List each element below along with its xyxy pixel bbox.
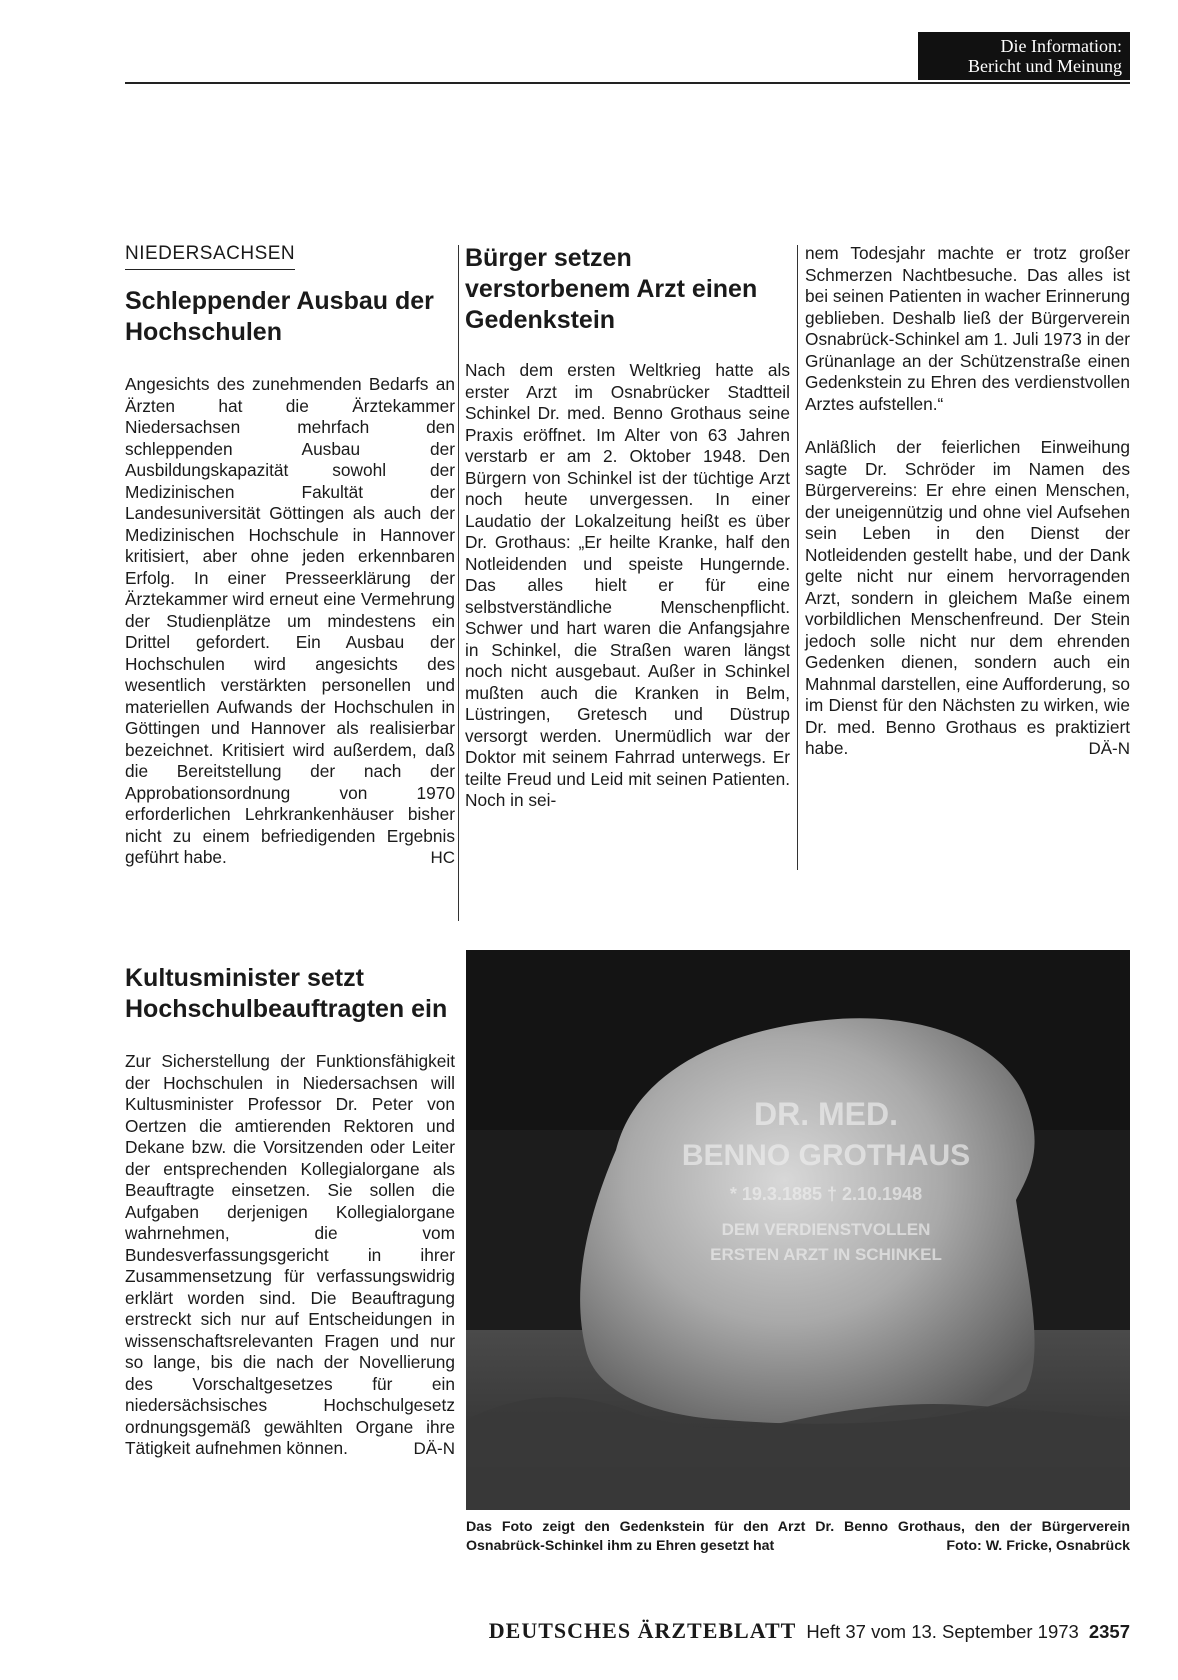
column-divider <box>458 245 459 921</box>
article-headline: Bürger setzen verstorbenem Arzt einen Gedenkstein <box>465 244 758 334</box>
section-badge-line2: Bericht und Meinung <box>968 56 1122 76</box>
masthead: DEUTSCHES ÄRZTEBLATT <box>488 1618 797 1643</box>
caption-text: Das Foto zeigt den Gedenkstein für den Arzt Dr. Benno Grothaus, den der Bürgerverein Osnabrück-Schinkel ihm zu Ehren gesetzt hat <box>466 1519 1130 1554</box>
article-body: Zur Sicherstellung der Funktionsfähigkeit der Hochschulen in Niedersachsen will Kultusminister Professor Dr. Peter von Oertzen die amtierenden Rektoren und Dekane bzw. die Vorsitzenden oder Leiter der entsprechenden Kollegialorgane als Beauftragte einsetzen. Sie sollen die Aufgaben derjenigen Kollegialorgane wahrnehmen, die vom Bundesverfassungsgericht in ihrer Zusammensetzung für verfassungswidrig erklärt worden sind. Die Beauftragung erstreckt sich nur auf Entscheidungen in wissenschaftsrelevanten Fragen und nur so lange, bis die nach der Novellierung des Vorschaltgesetzes für ein niedersächsisches Hochschulgesetz ordnungsgemäß gewählten Organe ihre Tätigkeit aufnehmen können. <box>125 1051 455 1458</box>
article-gedenkstein <box>465 243 790 812</box>
article-body: Nach dem ersten Weltkrieg hatte als erster Arzt im Osnabrücker Stadtteil Schinkel Dr. med. Benno Grothaus seine Praxis eröffnet. Im Alter von 63 Jahren verstarb er am 2. Oktober 1948. Den Bürgern von Schinkel ist der tüchtige Arzt noch heute unvergessen. In einer Laudatio der Lokalzeitung heißt es über Dr. Grothaus: „Er heilte Kranke, half den Notleidenden und speiste Hungernde. Das alles hielt er für eine selbstverständliche Menschenpflicht. Schwer und hart waren die Anfangsjahre in Schinkel, die Straßen waren längst noch nicht ausgebaut. Außer in Schinkel mußten auch die Kranken in Belm, Lüstringen, Gretesch und Düstrup versorgt werden. Unermüdlich war der Doktor mit seinem Fahrrad unterwegs. Er teilte Freud und Leid mit seinen Patienten. Noch in sei- <box>465 360 790 810</box>
article-hochschulen <box>125 243 455 868</box>
section-badge <box>918 32 1130 80</box>
stone-inscription: ERSTEN ARZT IN SCHINKEL <box>710 1245 942 1264</box>
region-kicker: NIEDERSACHSEN <box>125 243 295 270</box>
photo-credit: Foto: W. Fricke, Osnabrück <box>946 1538 1130 1554</box>
page-number: 2357 <box>1088 1621 1130 1642</box>
page-footer <box>448 1618 1130 1648</box>
stone-inscription: * 19.3.1885 † 2.10.1948 <box>729 1184 923 1204</box>
article-gedenkstein-continued <box>805 243 1130 759</box>
photo-caption <box>466 1518 1130 1556</box>
stone-inscription: DR. MED. <box>754 1096 898 1132</box>
article-kultusminister <box>125 963 455 1459</box>
article-body: Angesichts des zunehmenden Bedarfs an Ärzten hat die Ärztekammer Niedersachsen mehrfach den schleppenden Ausbau der Ausbildungskapazität sowohl der Medizinischen Fakultät der Landesuniversität Göttingen als auch der Medizinischen Hochschule in Hannover kritisiert, aber ohne jeden erkennbaren Erfolg. In einer Presseerklärung der Ärztekammer wird erneut eine Vermehrung der Studienplätze um mindestens ein Drittel gefordert. Ein Ausbau der Hochschulen wird angesichts des wesentlich verstärkten personellen und materiellen Aufwands der Hochschulen in Göttingen und Hannover als realisierbar bezeichnet. Kritisiert wird außerdem, daß die Bereitstellung der nach der Approbationsordnung von 1970 erforderlichen Lehrkrankenhäuser bisher nicht zu einem befriedigenden Ergebnis geführt habe. <box>125 374 455 867</box>
article-headline: Schleppender Ausbau der Hochschulen <box>125 287 434 346</box>
memorial-stone-illustration <box>466 950 1130 1510</box>
stone-inscription: DEM VERDIENSTVOLLEN <box>721 1220 931 1239</box>
column-divider <box>797 245 798 870</box>
author-signature: HC <box>430 847 455 867</box>
section-badge-line1: Die Information: <box>1000 36 1122 56</box>
article-headline: Kultusminister setzt Hochschulbeauftragten ein <box>125 964 448 1023</box>
memorial-stone-photo <box>466 950 1130 1510</box>
issue-info: Heft 37 vom 13. September 1973 <box>806 1621 1079 1642</box>
author-signature: DÄ-N <box>1088 738 1130 758</box>
article-body-continued: Anläßlich der feierlichen Einweihung sagte Dr. Schröder im Namen des Bürgervereins: Er ehre einen Menschen, der uneigennützig und ohne viel Aufsehen sein Leben in den Dienst der Notleidenden gestellt habe, und der Dank gelte nicht nur einem hervorragenden Arzt, sondern in gleichem Maße einem vorbildlichen Menschenfreund. Der Stein jedoch solle nicht nur dem ehrenden Gedenken dienen, sondern auch ein Mahnmal darstellen, eine Aufforderung, so im Dienst für den Nächsten zu wirken, wie Dr. med. Benno Grothaus es praktiziert habe. <box>805 437 1130 758</box>
author-signature: DÄ-N <box>413 1438 455 1458</box>
header-rule <box>125 82 1130 84</box>
article-body-continued: nem Todesjahr machte er trotz großer Schmerzen Nachtbesuche. Das alles ist bei seinen Patienten in wacher Erinnerung geblieben. Deshalb ließ der Bürgerverein Osnabrück-Schinkel am 1. Juli 1973 in der Grünanlage an der Schützenstraße einen Gedenkstein zu Ehren des verdienstvollen Arztes aufstellen.“ <box>805 243 1130 414</box>
stone-inscription: BENNO GROTHAUS <box>681 1139 971 1172</box>
